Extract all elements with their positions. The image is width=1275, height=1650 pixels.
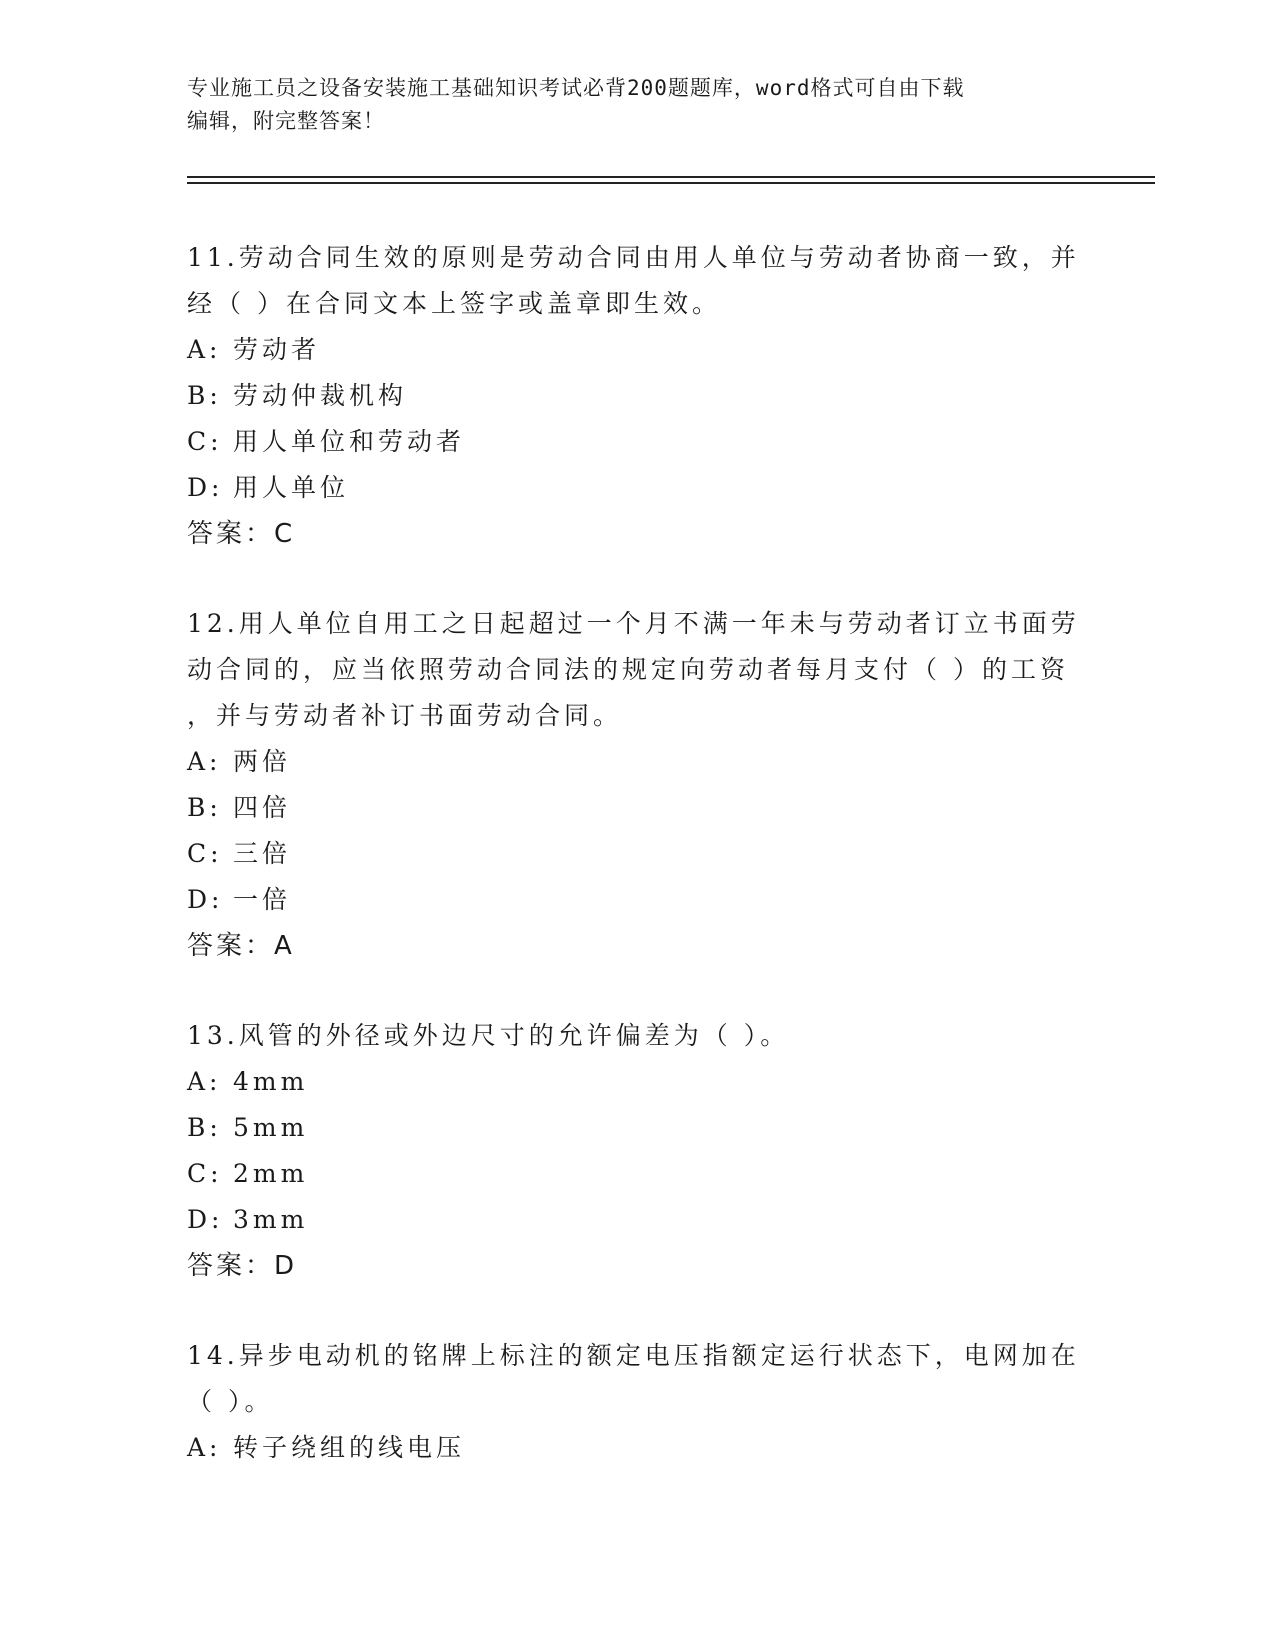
option-text: 一倍 (233, 885, 292, 914)
question-11 (187, 235, 1087, 557)
header-divider-bottom (187, 182, 1155, 184)
answer-line: 答案：A (187, 931, 295, 961)
option-text: 用人单位和劳动者 (233, 427, 466, 456)
option-letter: C: (187, 427, 223, 456)
header-line-1: 专业施工员之设备安装施工基础知识考试必背200题题库，word格式可自由下载 (187, 76, 965, 100)
question-stem-line: 动合同的，应当依照劳动合同法的规定向劳动者每月支付（ ）的工资 (187, 655, 1069, 684)
option-text: 两倍 (233, 747, 292, 776)
option-text: 2mm (233, 1159, 309, 1188)
option-d (187, 877, 1087, 923)
question-12 (187, 601, 1087, 969)
question-14 (187, 1333, 1087, 1471)
option-text: 5mm (233, 1113, 309, 1142)
option-letter: A: (187, 335, 222, 364)
option-a (187, 1059, 1087, 1105)
option-letter: B: (187, 381, 222, 410)
option-a (187, 739, 1087, 785)
document-header (187, 72, 1067, 138)
question-stem-line: 13.风管的外径或外边尺寸的允许偏差为（ ）。 (187, 1021, 790, 1050)
option-d (187, 1197, 1087, 1243)
option-d (187, 465, 1087, 511)
answer-line: 答案：D (187, 1251, 298, 1281)
question-stem-line: （ ）。 (187, 1387, 274, 1416)
question-stem-line: 11.劳动合同生效的原则是劳动合同由用人单位与劳动者协商一致，并 (187, 243, 1080, 272)
option-a (187, 1425, 1087, 1471)
question-stem-line: 14.异步电动机的铭牌上标注的额定电压指额定运行状态下，电网加在 (187, 1341, 1080, 1370)
option-letter: B: (187, 1113, 222, 1142)
option-text: 四倍 (233, 793, 292, 822)
option-letter: A: (187, 747, 222, 776)
option-text: 劳动仲裁机构 (233, 381, 408, 410)
option-text: 劳动者 (233, 335, 321, 364)
answer-line: 答案：C (187, 519, 296, 549)
option-c (187, 419, 1087, 465)
option-c (187, 831, 1087, 877)
option-letter: A: (187, 1433, 222, 1462)
header-line-2: 编辑，附完整答案！ (187, 109, 385, 133)
option-b (187, 1105, 1087, 1151)
option-text: 4mm (233, 1067, 309, 1096)
option-text: 3mm (233, 1205, 309, 1234)
option-c (187, 1151, 1087, 1197)
option-letter: C: (187, 839, 223, 868)
option-letter: D: (187, 1205, 224, 1234)
option-text: 三倍 (233, 839, 292, 868)
question-stem-line: ，并与劳动者补订书面劳动合同。 (187, 701, 623, 730)
header-divider-top (187, 176, 1155, 178)
option-letter: D: (187, 473, 224, 502)
option-letter: D: (187, 885, 224, 914)
option-letter: B: (187, 793, 222, 822)
option-letter: A: (187, 1067, 222, 1096)
question-stem-line: 经（ ）在合同文本上签字或盖章即生效。 (187, 289, 721, 318)
option-text: 用人单位 (233, 473, 350, 502)
question-stem-line: 12.用人单位自用工之日起超过一个月不满一年未与劳动者订立书面劳 (187, 609, 1080, 638)
option-b (187, 373, 1087, 419)
option-text: 转子绕组的线电压 (233, 1433, 466, 1462)
option-b (187, 785, 1087, 831)
option-letter: C: (187, 1159, 223, 1188)
option-a (187, 327, 1087, 373)
question-13 (187, 1013, 1087, 1289)
